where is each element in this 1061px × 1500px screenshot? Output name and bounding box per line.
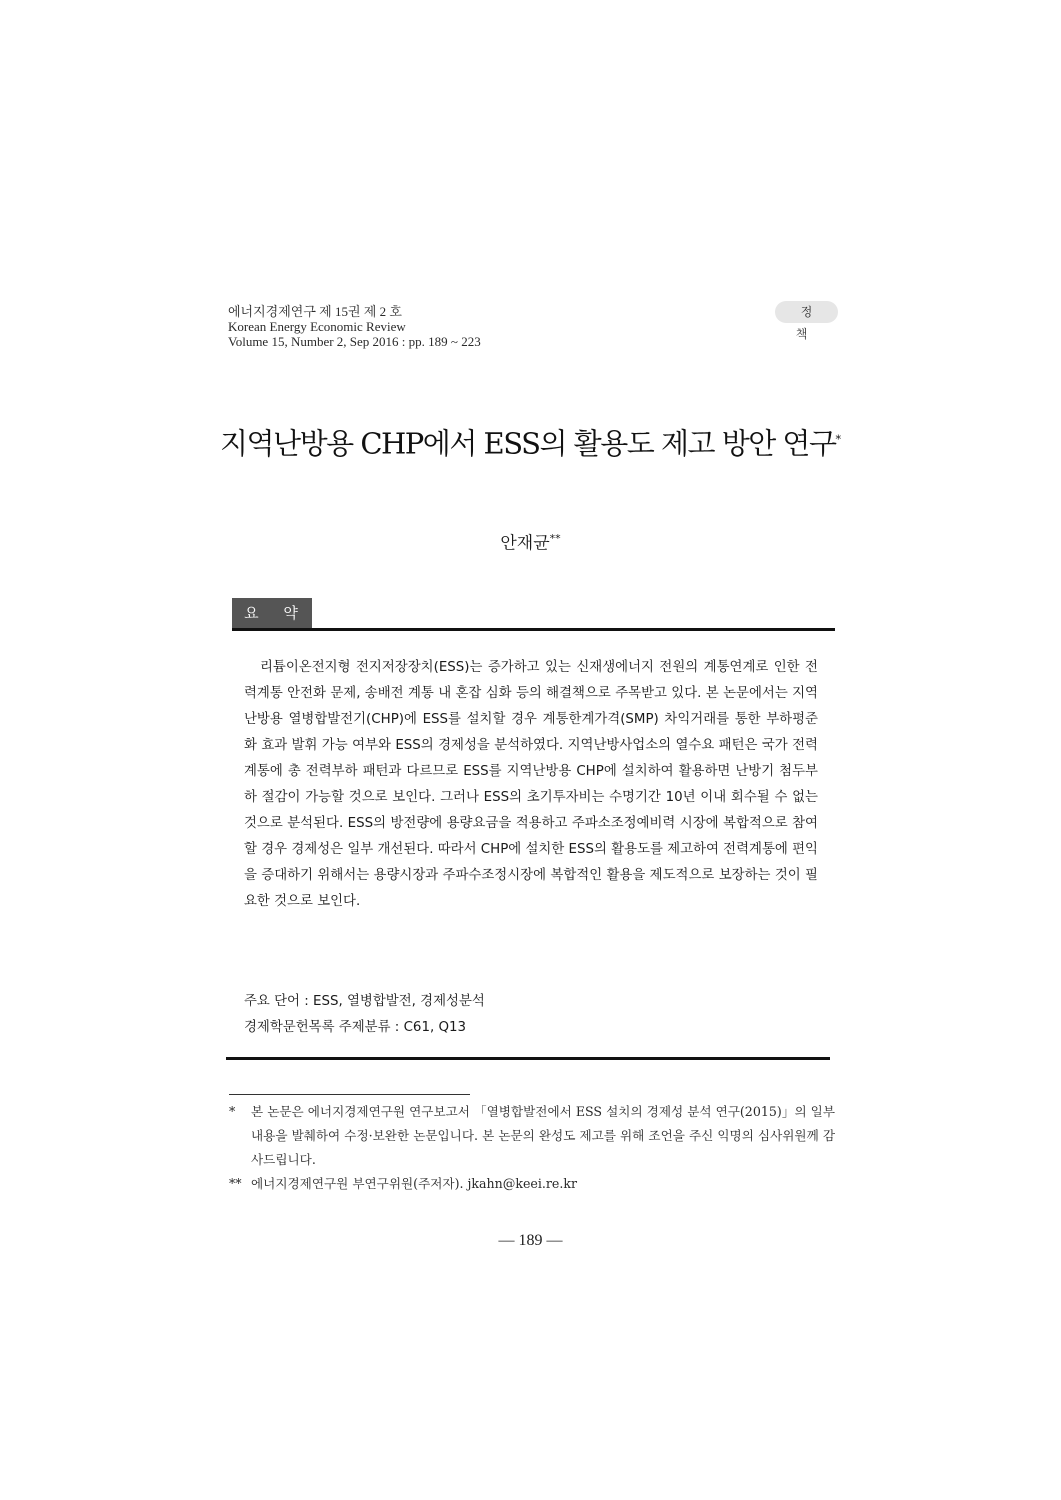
footnote-mark: **: [229, 1176, 242, 1191]
abstract-top-rule: [232, 628, 835, 631]
footnote-separator: [229, 1094, 470, 1095]
footnote-item: [229, 1172, 835, 1196]
footnote-text: 본 논문은 에너지경제연구원 연구보고서 「열병합발전에서 ESS 설치의 경제성 분석 연구(2015)」의 일부 내용을 발췌하여 수정·보완한 논문입니다. 본 논문의 완성도 제고를 위해 조언을 주신 익명의 심사위원께 감사드립니다.: [251, 1104, 835, 1167]
paper-title-text: 지역난방용 CHP에서 ESS의 활용도 제고 방안 연구: [220, 426, 836, 461]
author-footnote-mark: **: [549, 532, 561, 545]
author: [380, 527, 681, 556]
journal-english-title: Korean Energy Economic Review: [228, 319, 406, 334]
footnote-text: 에너지경제연구원 부연구위원(주저자). jkahn@keei.re.kr: [251, 1176, 578, 1191]
abstract-heading: 요 약: [232, 598, 312, 628]
author-name: 안재균: [500, 533, 550, 554]
journal-korean-title: 에너지경제연구 제 15권 제 2 호: [228, 304, 402, 319]
abstract-bottom-rule: [226, 1057, 830, 1060]
footnote-item: [229, 1100, 835, 1172]
paper-title: [140, 420, 921, 464]
footnote-mark: *: [229, 1104, 236, 1119]
title-footnote-mark: *: [835, 433, 841, 446]
journal-volume-info: Volume 15, Number 2, Sep 2016 : pp. 189 ~ 223: [228, 334, 481, 349]
page-number: — 189 —: [498, 1232, 563, 1249]
abstract-body: 리튬이온전지형 전지저장장치(ESS)는 증가하고 있는 신재생에너지 전원의 계통연계로 인한 전력계통 안전화 문제, 송배전 계통 내 혼잡 심화 등의 해결책으로 주목받고 있다. 본 논문에서는 지역난방용 열병합발전기(CHP)에 ESS를 설치할 경우 계통한계가격(SMP) 차익거래를 통한 부하평준화 효과 발휘 가능 여부와 ESS의 경제성을 분석하였다. 지역난방사업소의 열수요 패턴은 국가 전력계통에 총 전력부하 패턴과 다르므로 ESS를 지역난방용 CHP에 설치하여 활용하면 난방기 첨두부하 절감이 가능할 것으로 보인다. 그러나 ESS의 초기투자비는 수명기간 10년 이내 회수될 수 없는 것으로 분석된다. ESS의 방전량에 용량요금을 적용하고 주파소조정예비력 시장에 복합적으로 참여할 경우 경제성은 일부 개선된다. 따라서 CHP에 설치한 ESS의 활용도를 제고하여 전력계통에 편익을 증대하기 위해서는 용량시장과 주파수조정시장에 복합적인 활용을 제도적으로 보장하는 것이 필요한 것으로 보인다.: [244, 660, 818, 909]
jel-classification: 경제학문헌목록 주제분류 : C61, Q13: [244, 1020, 467, 1035]
main-keywords: 주요 단어 : ESS, 열병합발전, 경제성분석: [244, 994, 485, 1009]
journal-header: [228, 304, 481, 349]
footnotes: [229, 1100, 835, 1196]
section-badge: 정 책: [775, 301, 838, 323]
keywords-block: [244, 989, 824, 1041]
